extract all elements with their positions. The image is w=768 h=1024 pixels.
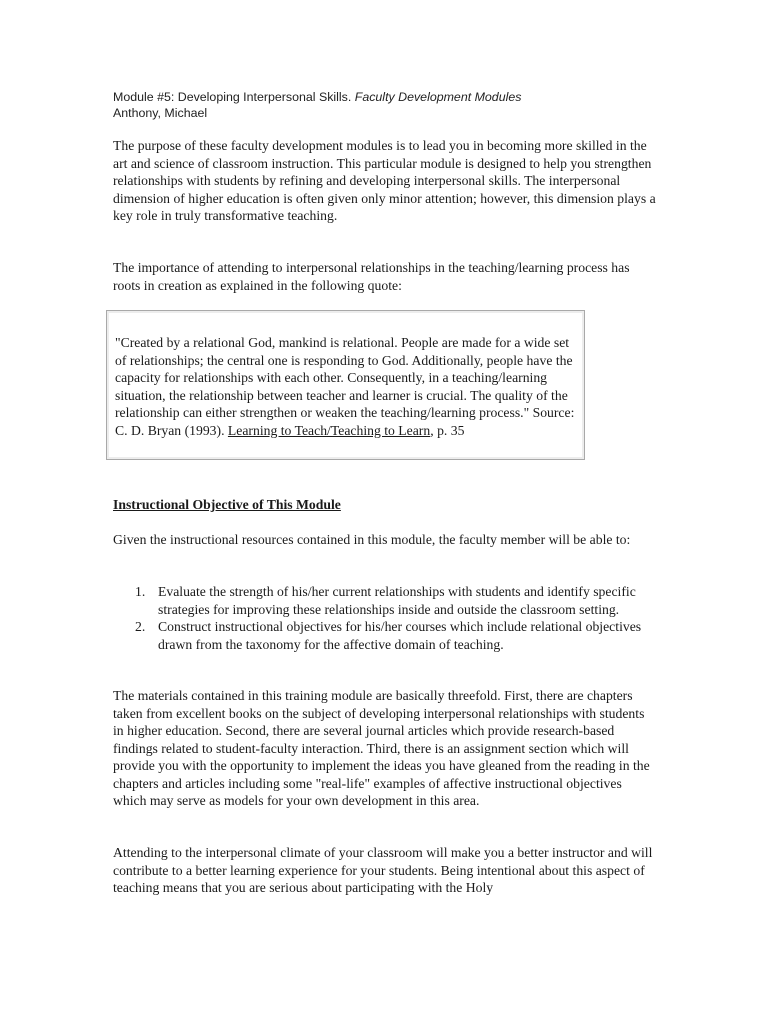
purpose-paragraph: The purpose of these faculty development modules is to lead you in becoming more skilled in the art and science of classroom instruction. This particular module is designed to help you strengthen relationships with students by refining and developing interpersonal skills. The interpersonal dimension of higher education is often given only minor attention; however, this dimension plays a key role in truly transformative teaching. [113,138,656,223]
book-title-link: Learning to Teach/Teaching to Learn [227,422,431,438]
header-title-line [113,89,521,105]
importance-paragraph: The importance of attending to interpersonal relationships in the teaching/learning process has roots in creation as explained in the following quote: [113,260,630,293]
quote-page-ref: , p. 35 [430,422,465,438]
author-name: Anthony, Michael [113,106,208,120]
module-title: Module #5: Developing Interpersonal Skills. [113,90,352,104]
objective-text: Construct instructional objectives for his/her courses which include relational objectives drawn from the taxonomy for the affective domain of teaching. [158,619,642,652]
quote-body: "Created by a relational God, mankind is relational. People are made for a wide set of relationships; the central one is responding to God. Additionally, people have the capacity for relationships with each other. Consequently, in a teaching/learning situation, the relationship between teacher and learner is crucial. The quality of the relationship can either strengthen or weaken the teaching/learning process." Source: C. D. Bryan (1993). [115,335,575,438]
objective-item [113,618,658,653]
materials-paragraph: The materials contained in this training module are basically threefold. First, there are chapters taken from excellent books on the subject of developing interpersonal relationships with students in higher education. Second, there are several journal articles which provide research-based findings related to student-faculty interaction. Third, there is an assignment section which will provide you with the opportunity to implement the ideas you have gleaned from the reading in the chapters and articles including some "real-life" examples of affective instructional objectives which may serve as models for your own development in this area. [113,688,650,808]
section-heading: Instructional Objective of This Module [113,497,341,512]
objective-text: Evaluate the strength of his/her current relationships with students and identify specific strategies for improving these relationships inside and outside the classroom setting. [158,584,636,617]
objective-item [113,583,658,618]
attending-paragraph: Attending to the interpersonal climate of your classroom will make you a better instructor and will contribute to a better learning experience for your students. Being intentional about this aspect of teaching means that you are serious about participating with the Holy [113,845,653,895]
objectives-list [113,583,658,653]
given-paragraph: Given the instructional resources contained in this module, the faculty member will be able to: [113,532,631,547]
document-header [113,89,521,121]
objective-number: 2. [135,619,146,634]
series-title: Faculty Development Modules [354,90,522,104]
objective-number: 1. [135,584,146,599]
quote-text [115,334,580,439]
